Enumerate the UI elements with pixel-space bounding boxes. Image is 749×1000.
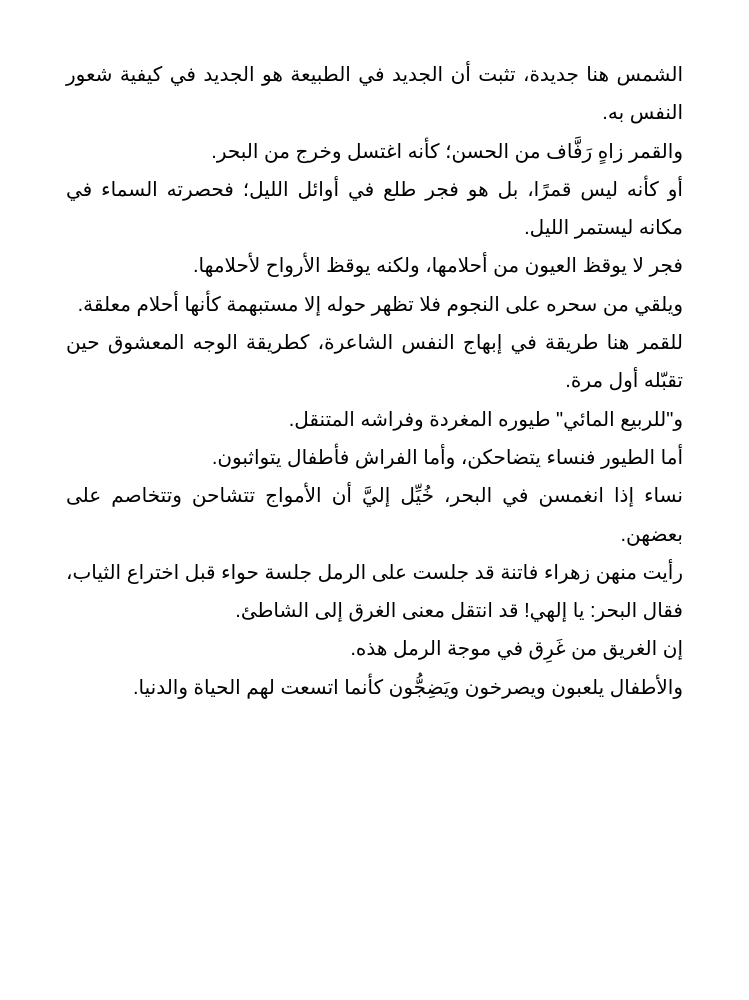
paragraph-3: أو كأنه ليس قمرًا، بل هو فجر طلع في أوائل الليل؛ فحصرته السماء في مكانه ليستمر الليل. xyxy=(66,178,683,240)
paragraph-2: والقمر زاهٍ رَفَّاف من الحسن؛ كأنه اغتسل وخرج من البحر. xyxy=(211,140,683,163)
paragraph-6: للقمر هنا طريقة في إبهاج النفس الشاعرة، كطريقة الوجه المعشوق حين تقبّله أول مرة. xyxy=(66,332,683,393)
paragraph-1: الشمس هنا جديدة، تثبت أن الجديد في الطبيعة هو الجديد في كيفية شعور النفس به. xyxy=(66,64,683,125)
arabic-text-body xyxy=(66,56,683,707)
paragraph-9: نساء إذا انغمسن في البحر، خُيِّل إليَّ أن الأمواج تتشاحن وتتخاصم على بعضهن. xyxy=(66,485,683,546)
paragraph-10: رأيت منهن زهراء فاتنة قد جلست على الرمل جلسة حواء قبل اختراع الثياب، فقال البحر: يا إلهي! قد انتقل معنى الغرق إلى الشاطئ. xyxy=(66,561,683,623)
paragraph-5: ويلقي من سحره على النجوم فلا تظهر حوله إلا مستبهمة كأنها أحلام معلقة. xyxy=(77,293,683,316)
paragraph-7: و"للربيع المائي" طيوره المغردة وفراشه المتنقل. xyxy=(288,408,683,431)
paragraph-4: فجر لا يوقظ العيون من أحلامها، ولكنه يوقظ الأرواح لأحلامها. xyxy=(192,255,683,278)
paragraph-8: أما الطيور فنساء يتضاحكن، وأما الفراش فأطفال يتواثبون. xyxy=(211,446,683,469)
paragraph-11: إن الغريق من غَرِق في موجة الرمل هذه. xyxy=(350,638,683,661)
paragraph-12: والأطفال يلعبون ويصرخون ويَضِجُّون كأنما اتسعت لهم الحياة والدنيا. xyxy=(132,676,683,699)
